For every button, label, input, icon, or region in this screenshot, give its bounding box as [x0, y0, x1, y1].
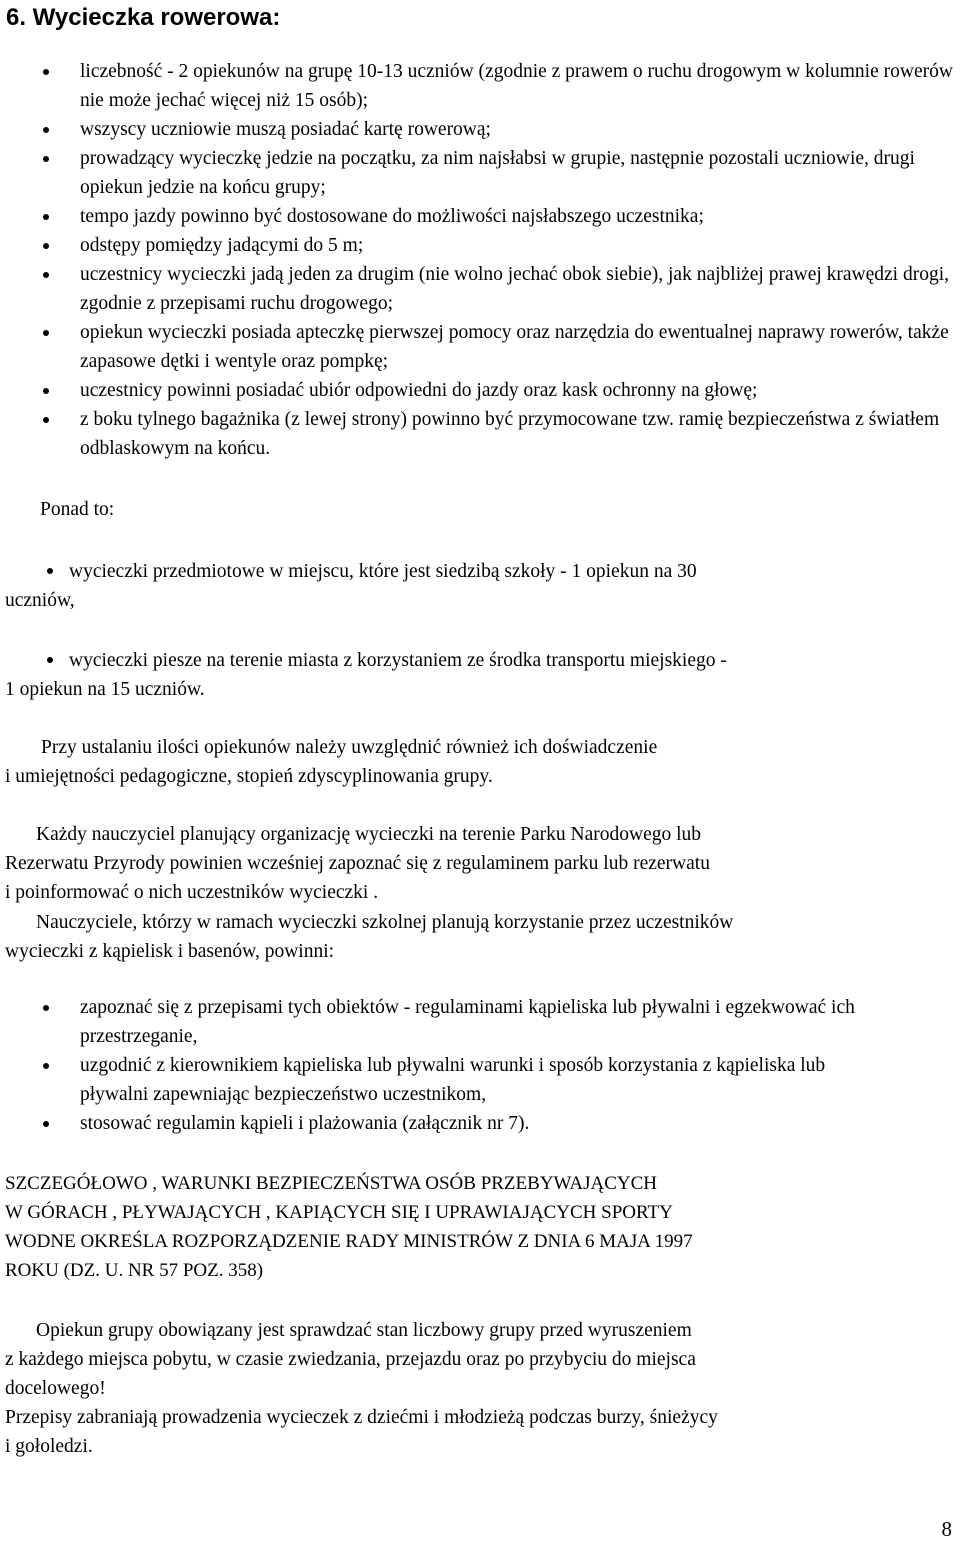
- paragraph-storm-ban: [5, 1403, 950, 1461]
- list-item-text: wszyscy uczniowie muszą posiadać kartę rowerową;: [80, 119, 491, 140]
- list-item: [0, 405, 960, 463]
- list-item: [0, 318, 960, 376]
- bike-trip-rules-list: [0, 57, 960, 463]
- list-item-text: uzgodnić z kierownikiem kąpieliska lub pływalni warunki i sposób korzystania z kąpieliska lub pływalni zapewniając bezpieczeństwo uczestnikom,: [80, 1055, 826, 1105]
- list-item: [0, 260, 960, 318]
- bullet-icon: [43, 330, 49, 336]
- list-item: [5, 646, 935, 704]
- paragraph-line: docelowego!: [5, 1378, 106, 1399]
- list-item-text: stosować regulamin kąpieli i plażowania (załącznik nr 7).: [80, 1113, 530, 1134]
- swimming-rules-list: [0, 993, 960, 1138]
- paragraph-line: Przy ustalaniu ilości opiekunów należy uwzględnić również ich doświadczenie: [41, 737, 658, 758]
- bullet-icon: [43, 1005, 49, 1011]
- bullet-icon: [47, 568, 53, 574]
- paragraph-line: z każdego miejsca pobytu, w czasie zwiedzania, przejazdu oraz po przybyciu do miejsca: [5, 1349, 696, 1370]
- list-item-line: wycieczki piesze na terenie miasta z korzystaniem ze środka transportu miejskiego -: [69, 650, 727, 671]
- paragraph-line: W GÓRACH , PŁYWAJĄCYCH , KAPIĄCYCH SIĘ I UPRAWIAJĄCYCH SPORTY: [5, 1202, 673, 1223]
- bullet-icon: [43, 417, 49, 423]
- paragraph-line: Rezerwatu Przyrody powinien wcześniej zapoznać się z regulaminem parku lub rezerwatu: [5, 853, 710, 874]
- paragraph-line: wycieczki z kąpielisk i basenów, powinni:: [5, 941, 335, 962]
- list-item: [0, 993, 960, 1051]
- list-item: [0, 1051, 960, 1109]
- list-item: [0, 1109, 960, 1138]
- list-item-line: uczniów,: [5, 590, 75, 611]
- bullet-icon: [43, 388, 49, 394]
- ponad-to-label: Ponad to:: [40, 499, 115, 520]
- paragraph-line: WODNE OKREŚLA ROZPORZĄDZENIE RADY MINISTRÓW Z DNIA 6 MAJA 1997: [5, 1231, 693, 1252]
- bullet-icon: [43, 243, 49, 249]
- bullet-icon: [43, 156, 49, 162]
- section-heading: 6. Wycieczka rowerowa:: [6, 4, 281, 31]
- paragraph-supervisors: [5, 733, 935, 791]
- bullet-icon: [43, 69, 49, 75]
- bullet-icon: [43, 214, 49, 220]
- list-item: [0, 202, 960, 231]
- bullet-icon: [43, 1121, 49, 1127]
- paragraph-swimming: [5, 908, 950, 966]
- list-item: [0, 57, 960, 115]
- list-item: [0, 231, 960, 260]
- list-item: [0, 115, 960, 144]
- paragraph-line: Przepisy zabraniają prowadzenia wycieczek z dziećmi i młodzieżą podczas burzy, śnieżycy: [5, 1407, 718, 1428]
- list-item-text: tempo jazdy powinno być dostosowane do możliwości najsłabszego uczestnika;: [80, 206, 704, 227]
- bullet-icon: [43, 272, 49, 278]
- paragraph-headcount: [5, 1316, 950, 1403]
- bullet-icon: [43, 1063, 49, 1069]
- paragraph-line: i umiejętności pedagogiczne, stopień zdyscyplinowania grupy.: [5, 766, 493, 787]
- list-item-line: wycieczki przedmiotowe w miejscu, które jest siedzibą szkoły - 1 opiekun na 30: [69, 561, 697, 582]
- bullet-icon: [47, 657, 53, 663]
- list-item-text: liczebność - 2 opiekunów na grupę 10-13 uczniów (zgodnie z prawem o ruchu drogowym w kolumnie rowerów nie może jechać więcej niż 15 osób);: [80, 61, 953, 111]
- list-item-text: zapoznać się z przepisami tych obiektów - regulaminami kąpieliska lub pływalni i egzekwować ich przestrzeganie,: [80, 997, 855, 1047]
- list-item-text: z boku tylnego bagażnika (z lewej strony) powinno być przymocowane tzw. ramię bezpieczeństwa z światłem odblaskowym na końcu.: [80, 409, 940, 459]
- paragraph-line: i poinformować o nich uczestników wycieczki .: [5, 882, 379, 903]
- list-item-text: prowadzący wycieczkę jedzie na początku, za nim najsłabsi w grupie, następnie pozostali uczniowie, drugi opiekun jedzie na końcu grupy;: [80, 148, 915, 198]
- paragraph-line: SZCZEGÓŁOWO , WARUNKI BEZPIECZEŃSTWA OSÓB PRZEBYWAJĄCYCH: [5, 1173, 657, 1194]
- list-item: [5, 557, 935, 615]
- list-item-line: 1 opiekun na 15 uczniów.: [5, 679, 205, 700]
- list-item-text: uczestnicy powinni posiadać ubiór odpowiedni do jazdy oraz kask ochronny na głowę;: [80, 380, 758, 401]
- paragraph-line: ROKU (DZ. U. NR 57 POZ. 358): [5, 1260, 264, 1281]
- paragraph-line: Nauczyciele, którzy w ramach wycieczki szkolnej planują korzystanie przez uczestników: [36, 912, 734, 933]
- list-item: [0, 376, 960, 405]
- list-item: [0, 144, 960, 202]
- list-item-text: uczestnicy wycieczki jadą jeden za drugim (nie wolno jechać obok siebie), jak najbliżej prawej krawędzi drogi, zgodnie z przepisami ruchu drogowego;: [80, 264, 950, 314]
- bullet-icon: [43, 127, 49, 133]
- paragraph-line: Każdy nauczyciel planujący organizację wycieczki na terenie Parku Narodowego lub: [36, 824, 702, 845]
- page-number: 8: [941, 1517, 952, 1541]
- list-item-text: opiekun wycieczki posiada apteczkę pierwszej pomocy oraz narzędzia do ewentualnej naprawy rowerów, także zapasowe dętki i wentyle oraz pompkę;: [80, 322, 949, 372]
- paragraph-line: Opiekun grupy obowiązany jest sprawdzać stan liczbowy grupy przed wyruszeniem: [36, 1320, 692, 1341]
- regulation-heading: [5, 1169, 950, 1285]
- list-item-text: odstępy pomiędzy jadącymi do 5 m;: [80, 235, 364, 256]
- paragraph-national-park: [5, 820, 950, 907]
- paragraph-line: i gołoledzi.: [5, 1436, 93, 1457]
